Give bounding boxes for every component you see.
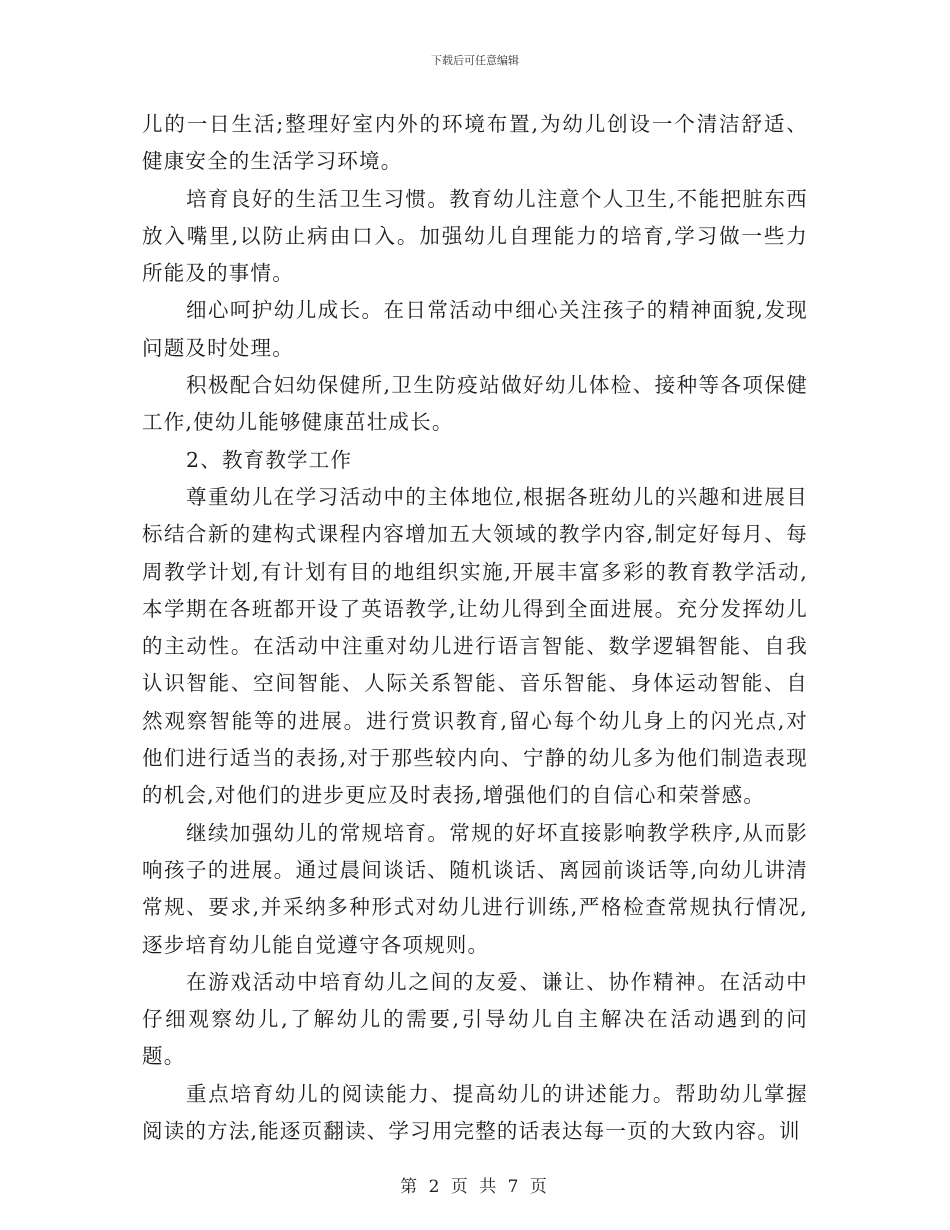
- page-header: 下载后可任意编辑: [431, 54, 519, 67]
- document-body: [142, 106, 808, 1150]
- paragraph: 尊重幼儿在学习活动中的主体地位,根据各班幼儿的兴趣和进展目标结合新的建构式课程内容增加五大领域的教学内容,制定好每月、每周教学计划,有计划有目的地组织实施,开展丰富多彩的教育教学活动,本学期在各班都开设了英语教学,让幼儿得到全面进展。充分发挥幼儿的主动性。在活动中注重对幼儿进行语言智能、数学逻辑智能、自我认识智能、空间智能、人际关系智能、音乐智能、身体运动智能、自然观察智能等的进展。进行赏识教育,留心每个幼儿身上的闪光点,对他们进行适当的表扬,对于那些较内向、宁静的幼儿多为他们制造表现的机会,对他们的进步更应及时表扬,增强他们的自信心和荣誉感。: [142, 484, 808, 808]
- paragraph: 重点培育幼儿的阅读能力、提高幼儿的讲述能力。帮助幼儿掌握阅读的方法,能逐页翻读、学习用完整的话表达每一页的大致内容。训: [142, 1081, 808, 1144]
- page-number-footer: 第 2 页 共 7 页: [400, 1177, 550, 1197]
- paragraph: 在游戏活动中培育幼儿之间的友爱、谦让、协作精神。在活动中仔细观察幼儿,了解幼儿的需要,引导幼儿自主解决在活动遇到的问题。: [142, 969, 808, 1069]
- paragraph: 培育良好的生活卫生习惯。教育幼儿注意个人卫生,不能把脏东西放入嘴里,以防止病由口入。加强幼儿自理能力的培育,学习做一些力所能及的事情。: [142, 186, 808, 286]
- paragraph: 儿的一日生活;整理好室内外的环境布置,为幼儿创设一个清洁舒适、健康安全的生活学习环境。: [142, 112, 808, 174]
- paragraph: 细心呵护幼儿成长。在日常活动中细心关注孩子的精神面貌,发现问题及时处理。: [142, 298, 808, 360]
- paragraph: 积极配合妇幼保健所,卫生防疫站做好幼儿体检、接种等各项保健工作,使幼儿能够健康茁壮成长。: [142, 373, 808, 435]
- paragraph: 继续加强幼儿的常规培育。常规的好坏直接影响教学秩序,从而影响孩子的进展。通过晨间谈话、随机谈话、离园前谈话等,向幼儿讲清常规、要求,并采纳多种形式对幼儿进行训练,严格检查常规执行情况,逐步培育幼儿能自觉遵守各项规则。: [142, 820, 808, 957]
- section-heading: 2、教育教学工作: [186, 447, 353, 472]
